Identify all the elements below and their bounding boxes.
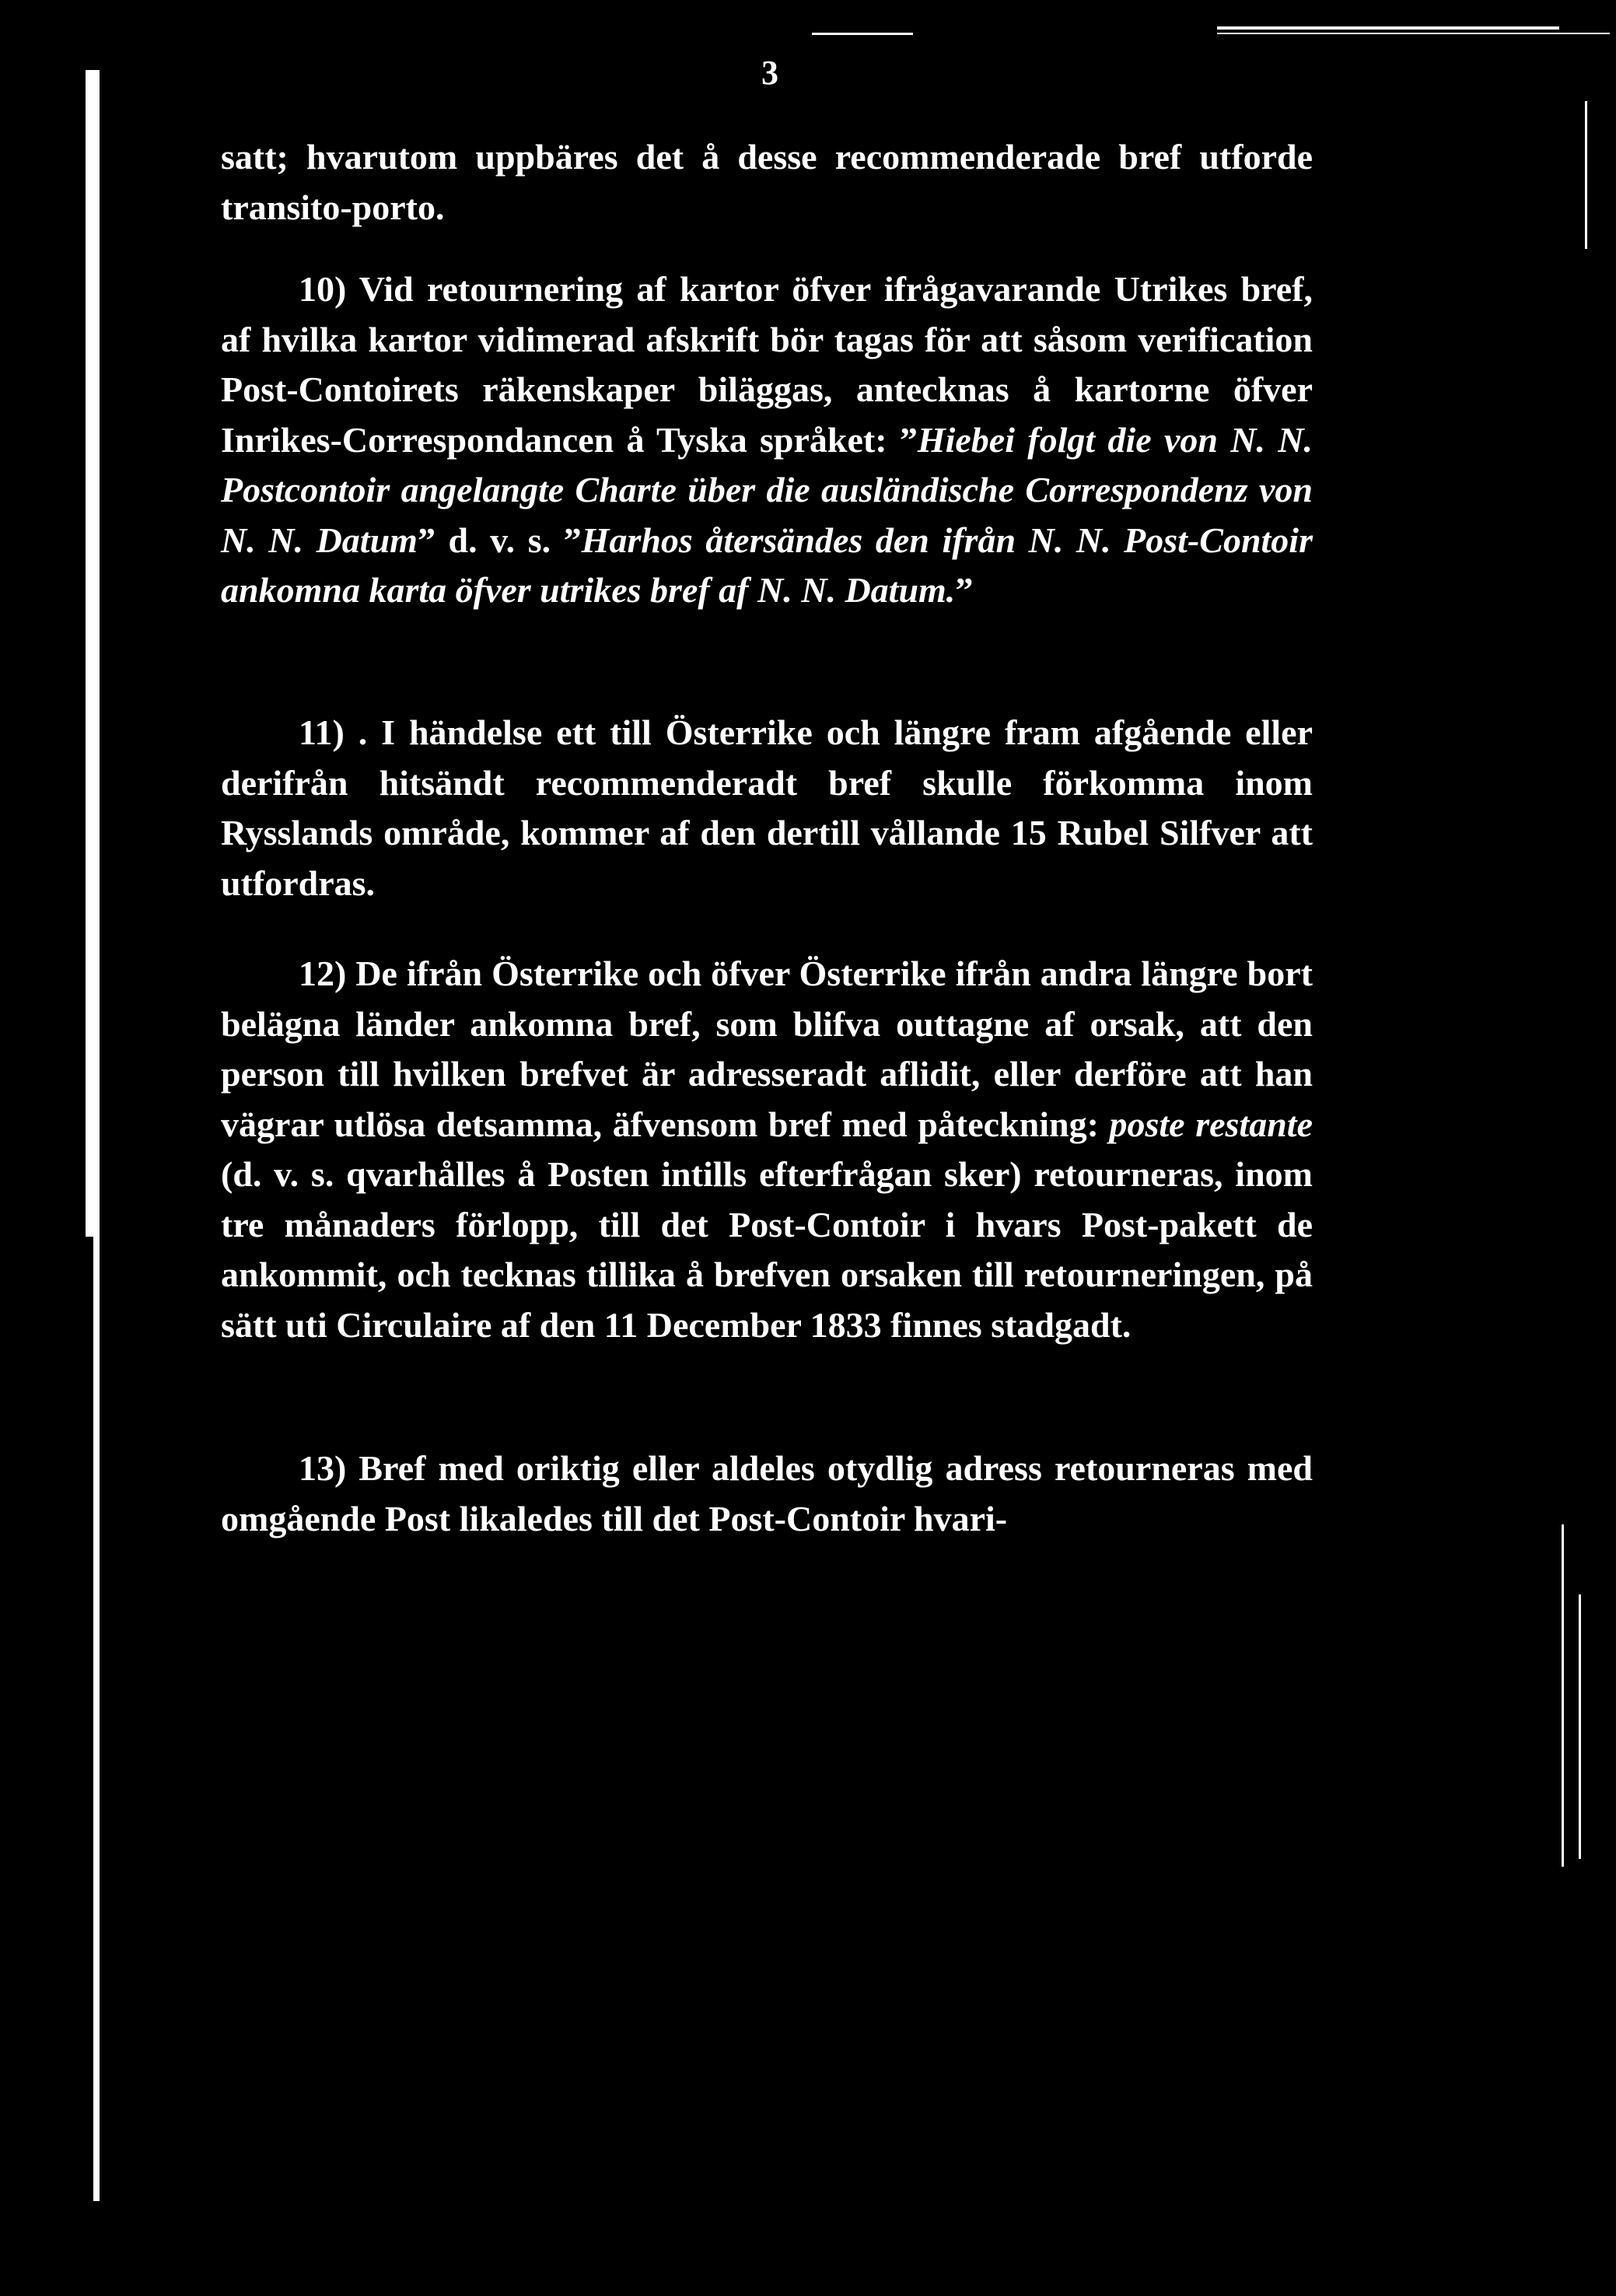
scan-edge-right-lower-b [1579, 1594, 1581, 1859]
italic-run: poste restante [1109, 1104, 1313, 1144]
scan-edge-top-right-thin [1217, 33, 1610, 34]
text-run: 11) . I händelse ett till Österrike och längre fram afgående eller derifrån hitsändt recommenderadt bref skulle förkomma inom Rysslands område, kommer af den dertill vållande 15 Rubel Silfver att utfordras. [221, 712, 1313, 903]
scan-edge-right-lower-a [1562, 1524, 1564, 1867]
text-run: satt; hvarutom uppbäres det å desse recommenderade bref utforde transito-porto. [221, 137, 1313, 227]
paragraph-12 [221, 949, 1313, 1350]
text-section-10 [221, 264, 1313, 616]
scan-edge-left-inner [93, 1237, 100, 2201]
scan-edge-left [86, 70, 100, 1237]
page-number: 3 [761, 54, 778, 92]
italic-run: Hiebei folgt die von N. N. Postcontoir angelangte Charte über die ausländische Correspondenz von N. N. Datum [221, 419, 1313, 560]
paragraph-10 [221, 264, 1313, 616]
paragraph-11 [221, 708, 1313, 908]
text-run: 10) Vid retournering af kartor öfver ifrågavarande Utrikes bref, af hvilka kartor vidimerad afskrift bör tagas för att såsom verification Post-Contoirets räkenskaper biläggas, antecknas å kartorne öfver Inrikes-Correspondancen å Tyska språket: ” [221, 269, 1313, 460]
text-run: ” [955, 570, 974, 610]
text-run: 13) Bref med oriktig eller aldeles otydlig adress retourneras med omgående Post likaledes till det Post-Contoir hvari- [221, 1448, 1313, 1538]
text-section-13 [221, 1444, 1313, 1544]
text-run: 12) De ifrån Österrike och öfver Österrike ifrån andra längre bort belägna länder ankomna bref, som blifva outtagne af orsak, att den person till hvilken brefvet är adresseradt aflidit, eller derföre att han vägrar utlösa detsamma, äfvensom bref med påteckning: [221, 954, 1313, 1144]
text-run: ” d. v. s. ” [417, 520, 582, 560]
paragraph-9-end [221, 132, 1313, 233]
text-section-12 [221, 949, 1313, 1350]
scan-edge-right-upper [1585, 101, 1587, 249]
paragraph-13 [221, 1444, 1313, 1544]
italic-run: Harhos återsändes den ifrån N. N. Post-Contoir ankomna karta öfver utrikes bref af N. N. Datum. [221, 520, 1313, 610]
scan-edge-top-left [812, 33, 913, 35]
text-run: (d. v. s. qvarhålles å Posten intills efterfrågan sker) retourneras, inom tre månaders förlopp, till det Post-Contoir i hvars Post-pakett de ankommit, och tecknas tillika å brefven orsaken till retourneringen, på sätt uti Circulaire af den 11 December 1833 finnes stadgadt. [221, 1154, 1313, 1345]
text-section-11 [221, 708, 1313, 908]
text-section-top [221, 132, 1313, 233]
scan-edge-top-right [1217, 26, 1559, 30]
